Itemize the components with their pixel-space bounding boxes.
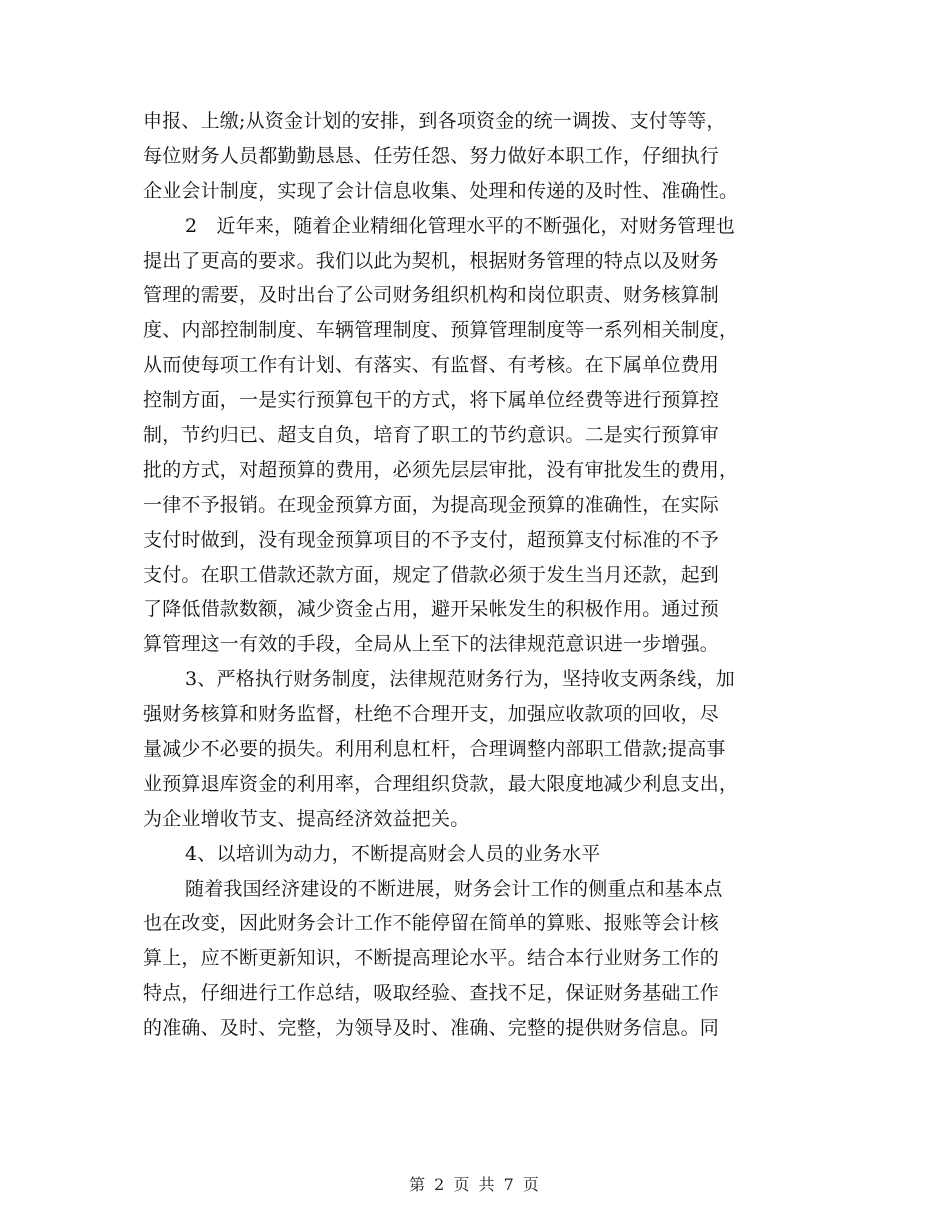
text-line: 企业会计制度，实现了会计信息收集、处理和传递的及时性、准确性。 (143, 179, 739, 202)
text-line: 从而使每项工作有计划、有落实、有监督、有考核。在下属单位费用 (143, 354, 720, 377)
text-line: 批的方式，对超预算的费用，必须先层层审批，没有审批发生的费用， (143, 458, 739, 481)
text-line: 了降低借款数额，减少资金占用，避开呆帐发生的积极作用。通过预 (143, 598, 720, 621)
page-number-footer: 第 2 页 共 7 页 (409, 1175, 541, 1194)
text-line: 的准确、及时、完整，为领导及时、准确、完整的提供财务信息。同 (143, 1017, 720, 1040)
paragraph-start-line: 3、严格执行财务制度，法律规范财务行为，坚持收支两条线，加 (185, 668, 735, 691)
text-line: 强财务核算和财务监督，杜绝不合理开支，加强应收款项的回收，尽 (143, 703, 720, 726)
text-line: 度、内部控制制度、车辆管理制度、预算管理制度等一系列相关制度， (143, 319, 739, 342)
text-line: 量减少不必要的损失。利用利息杠杆，合理调整内部职工借款;提高事 (143, 738, 726, 761)
paragraph-start-line: 随着我国经济建设的不断进展，财务会计工作的侧重点和基本点 (185, 877, 723, 900)
text-line: 每位财务人员都勤勤恳恳、任劳任怨、努力做好本职工作，仔细执行 (143, 144, 720, 167)
text-line: 为企业增收节支、提高经济效益把关。 (143, 807, 470, 830)
paragraph-start-line: 2 近年来，随着企业精细化管理水平的不断强化，对财务管理也 (185, 214, 735, 237)
body-text (143, 104, 813, 1046)
text-line: 支付时做到，没有现金预算项目的不予支付，超预算支付标准的不予 (143, 528, 720, 551)
text-line: 制，节约归已、超支自负，培育了职工的节约意识。二是实行预算审 (143, 424, 720, 447)
text-line: 申报、上缴;从资金计划的安排，到各项资金的统一调拨、支付等等， (143, 110, 726, 132)
text-line: 支付。在职工借款还款方面，规定了借款必须于发生当月还款，起到 (143, 563, 720, 586)
text-line: 算上，应不断更新知识，不断提高理论水平。结合本行业财务工作的 (143, 947, 720, 970)
text-line: 一律不予报销。在现金预算方面，为提高现金预算的准确性，在实际 (143, 493, 720, 516)
text-line: 提出了更高的要求。我们以此为契机，根据财务管理的特点以及财务 (143, 249, 720, 272)
text-line: 管理的需要，及时出台了公司财务组织机构和岗位职责、财务核算制 (143, 284, 720, 307)
text-line: 也在改变，因此财务会计工作不能停留在简单的算账、报账等会计核 (143, 912, 720, 935)
section-heading: 4、以培训为动力，不断提高财会人员的业务水平 (185, 842, 601, 865)
text-line: 特点，仔细进行工作总结，吸取经验、查找不足，保证财务基础工作 (143, 982, 720, 1005)
text-line: 算管理这一有效的手段，全局从上至下的法律规范意识进一步增强。 (143, 633, 720, 656)
text-line: 控制方面，一是实行预算包干的方式，将下属单位经费等进行预算控 (143, 389, 720, 412)
text-line: 业预算退库资金的利用率，合理组织贷款，最大限度地减少利息支出， (143, 772, 739, 795)
